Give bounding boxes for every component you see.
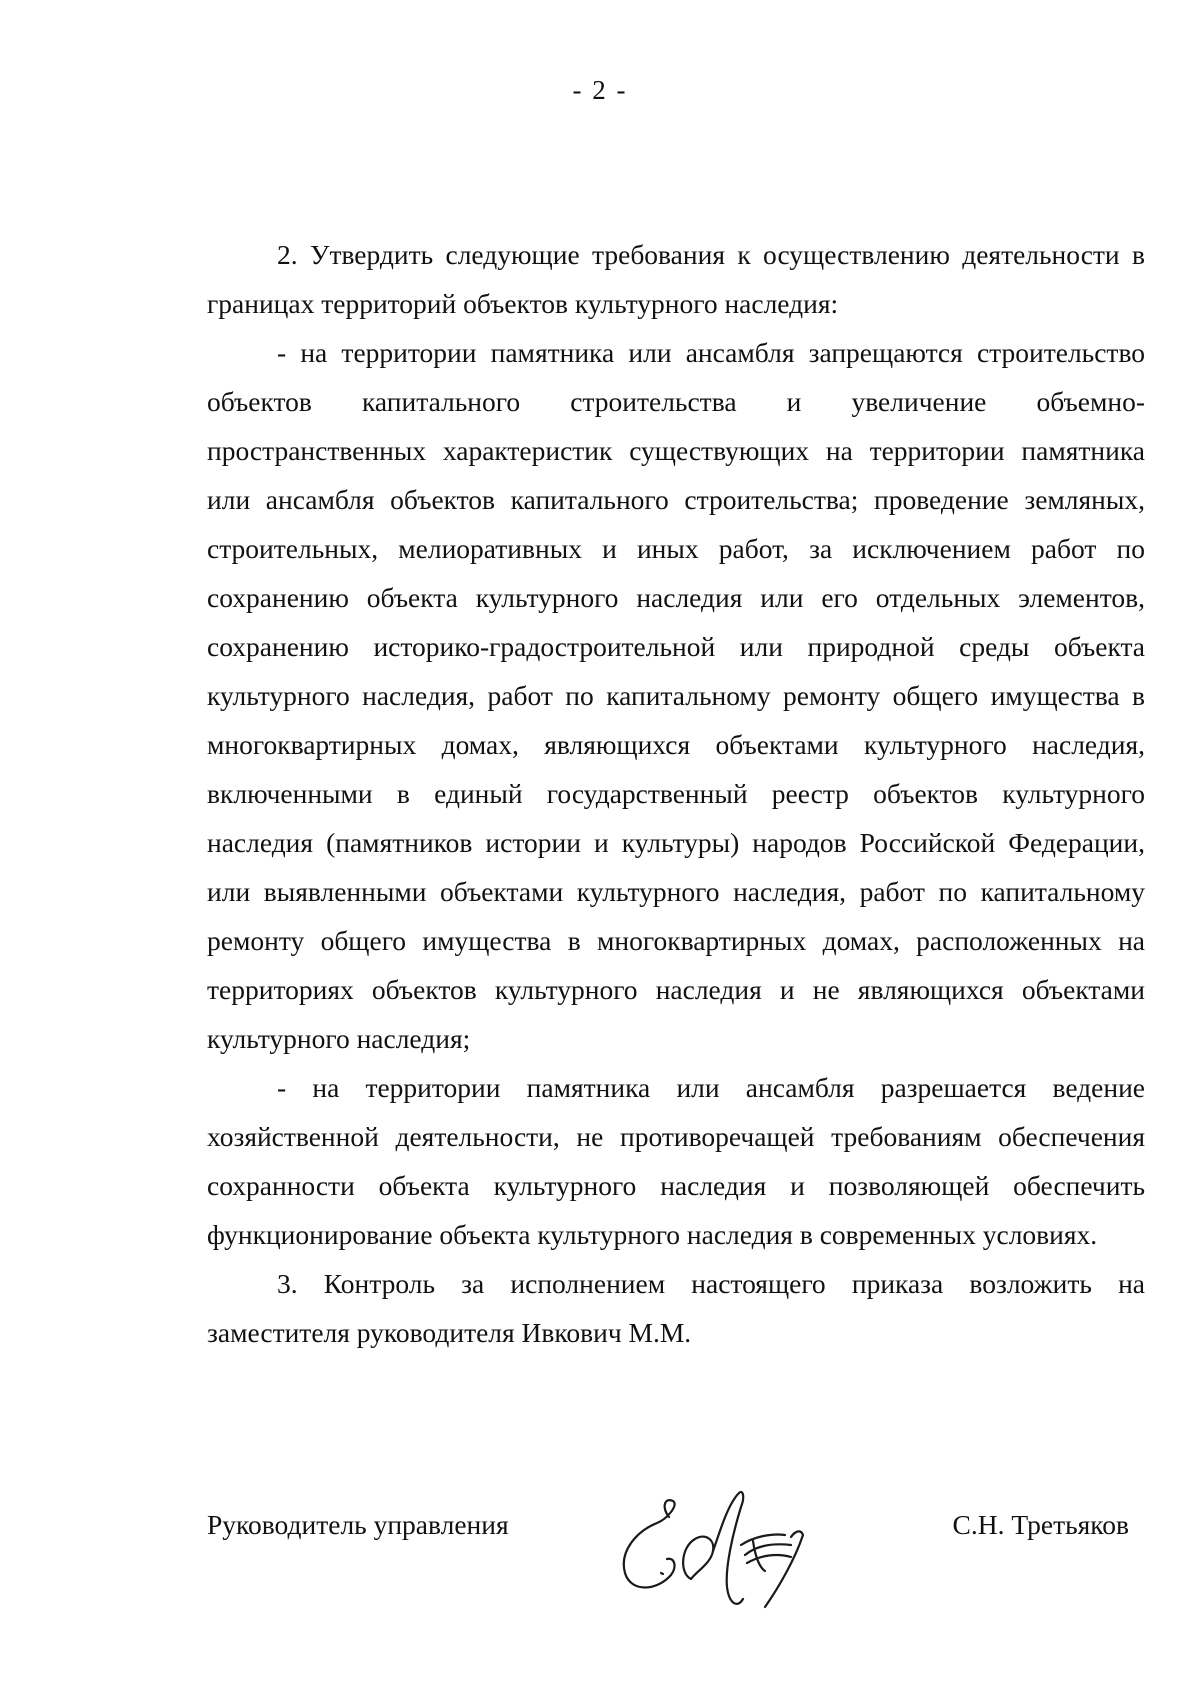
signatory-title: Руководитель управления xyxy=(207,1509,509,1540)
paragraph-control: 3. Контроль за исполнением настоящего приказа возложить на заместителя руководителя Ивкович М.М. xyxy=(207,1268,1145,1348)
paragraph-permissions: - на территории памятника или ансамбля разрешается ведение хозяйственной деятельности, не противоречащей требованиям обеспечения сохранности объекта культурного наследия и позволяющей обеспечить функционирование объекта культурного наследия в современных условиях. xyxy=(207,1072,1145,1250)
signatory-name: С.Н. Третьяков xyxy=(952,1509,1129,1540)
document-body xyxy=(207,230,1145,1357)
page-number: - 2 - xyxy=(572,75,628,105)
handwritten-signature xyxy=(595,1475,820,1625)
signature-block xyxy=(207,1475,1157,1625)
paragraph-prohibitions: - на территории памятника или ансамбля запрещаются строительство объектов капитального строительства и увеличение объемно-пространственных характеристик существующих на территории памятника или ансамбля объектов капитального строительства; проведение земляных, строительных, мелиоративных и иных работ, за исключением работ по сохранению объекта культурного наследия или его отдельных элементов, сохранению историко-градостроительной или природной среды объекта культурного наследия, работ по капитальному ремонту общего имущества в многоквартирных домах, являющихся объектами культурного наследия, включенными в единый государственный реестр объектов культурного наследия (памятников истории и культуры) народов Российской Федерации, или выявленными объектами культурного наследия, работ по капитальному ремонту общего имущества в многоквартирных домах, расположенных на территориях объектов культурного наследия и не являющихся объектами культурного наследия; xyxy=(207,337,1145,1054)
paragraph-requirements-intro: 2. Утвердить следующие требования к осуществлению деятельности в границах территорий объектов культурного наследия: xyxy=(207,239,1145,319)
